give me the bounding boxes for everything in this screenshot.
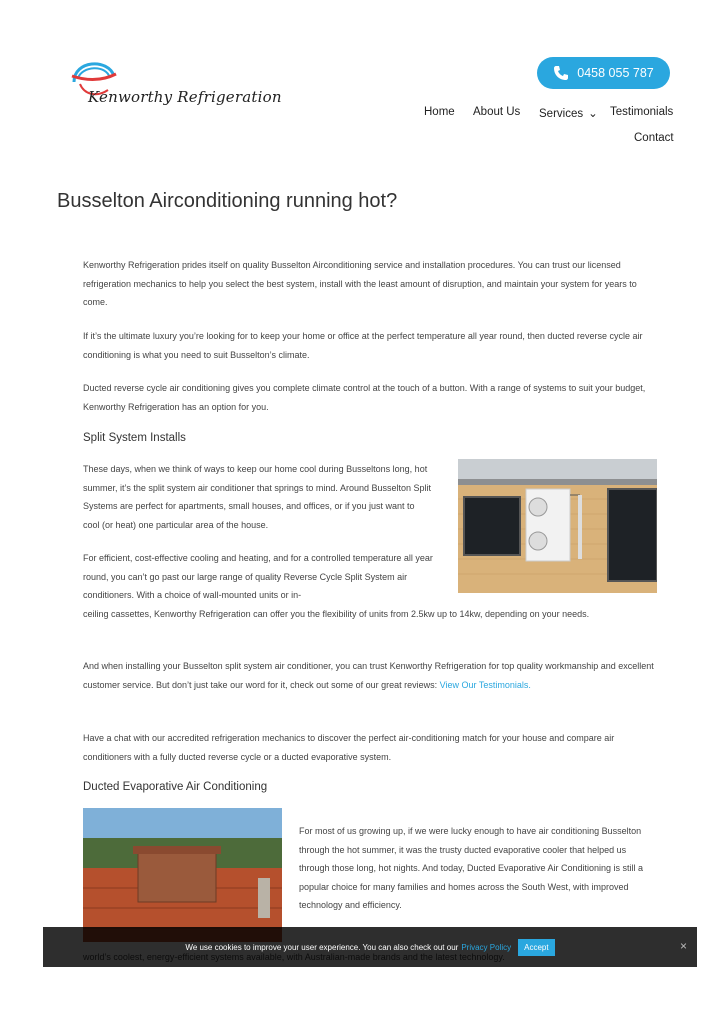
- split-paragraph-1: These days, when we think of ways to keep our home cool during Busseltons long, hot summer, it’s the split system air conditioner that springs to mind. Around Busselton Split Systems are perfect for apartments, small houses, and offices, or if you just want to cool (or heat) one particular area of the house.: [83, 464, 431, 530]
- testimonials-link[interactable]: View Our Testimonials.: [439, 679, 531, 690]
- ducted-evaporative-heading: Ducted Evaporative Air Conditioning: [83, 781, 268, 793]
- close-icon[interactable]: ×: [679, 939, 687, 953]
- nav-about-us[interactable]: About Us: [473, 106, 521, 118]
- page-title: Busselton Airconditioning running hot?: [57, 190, 398, 212]
- nav-home[interactable]: Home: [424, 106, 455, 118]
- split-paragraph-2a: For efficient, cost-effective cooling and heating, and for a controlled temperature all year round, you can’t go past our large range of quality Reverse Cycle Split System air conditioners. With a choice of wall-mounted units or in-: [83, 553, 433, 600]
- nav-services-label: Services: [539, 108, 584, 120]
- climate-control-paragraph: Ducted reverse cycle air conditioning gives you complete climate control at the touch of a button. With a range of systems to suit your budget, Kenworthy Refrigeration has an option for you.: [83, 383, 646, 412]
- intro-paragraph: Kenworthy Refrigeration prides itself on quality Busselton Airconditioning service and installation procedures. You can trust our licensed refrigeration mechanics to help you select the best system, install with the least amount of disruption, and maintain your system for years to come.: [83, 260, 637, 307]
- logo-wordmark: Kenworthy Refrigeration: [88, 88, 282, 106]
- evaporative-paragraph: For most of us growing up, if we were lucky enough to have air conditioning Busselton through the hot summer, it was the trusty ducted evaporative cooler that helped us through those long, hot nights. And today, Ducted Evaporative Air Conditioning is still a popular choice for many families and homes across the South West, with improved technology and efficiency.: [299, 826, 644, 910]
- chevron-down-icon: ⌄: [588, 108, 598, 120]
- accept-cookies-button[interactable]: Accept: [518, 939, 554, 956]
- nav-testimonials[interactable]: Testimonials: [610, 106, 674, 118]
- nav-contact[interactable]: Contact: [634, 132, 674, 144]
- phone-button[interactable]: [537, 57, 670, 89]
- ducted-paragraph: If it’s the ultimate luxury you’re looking for to keep your home or office at the perfect temperature all year round, then ducted reverse cycle air conditioning is what you need to suit Busselton’s climate.: [83, 331, 643, 360]
- phone-number: 0458 055 787: [577, 66, 654, 80]
- split-system-image: [458, 459, 657, 593]
- mechanics-paragraph: Have a chat with our accredited refrigeration mechanics to discover the perfect air-conditioning match for your house and compare air conditioners with a fully ducted reverse cycle or a ducted evaporative system.: [83, 733, 615, 762]
- cookie-text: We use cookies to improve your user experience. You can also check out our: [185, 942, 459, 952]
- nav-services[interactable]: [539, 106, 598, 120]
- split-system-heading: Split System Installs: [83, 432, 186, 444]
- split-paragraph-2b: ceiling cassettes, Kenworthy Refrigeration can offer you the flexibility of units from 2.5kw up to 14kw, depending on your needs.: [83, 609, 590, 619]
- privacy-policy-link[interactable]: Privacy Policy: [461, 942, 512, 952]
- phone-icon: [553, 65, 569, 81]
- evaporative-cooler-image: [83, 808, 282, 942]
- installation-paragraph: [83, 657, 658, 694]
- cookie-banner: [43, 927, 697, 967]
- installation-text: And when installing your Busselton split system air conditioner, you can trust Kenworthy Refrigeration for top quality workmanship and excellent customer service. But don’t just take our word for it, check out some of our great reviews:: [83, 661, 654, 690]
